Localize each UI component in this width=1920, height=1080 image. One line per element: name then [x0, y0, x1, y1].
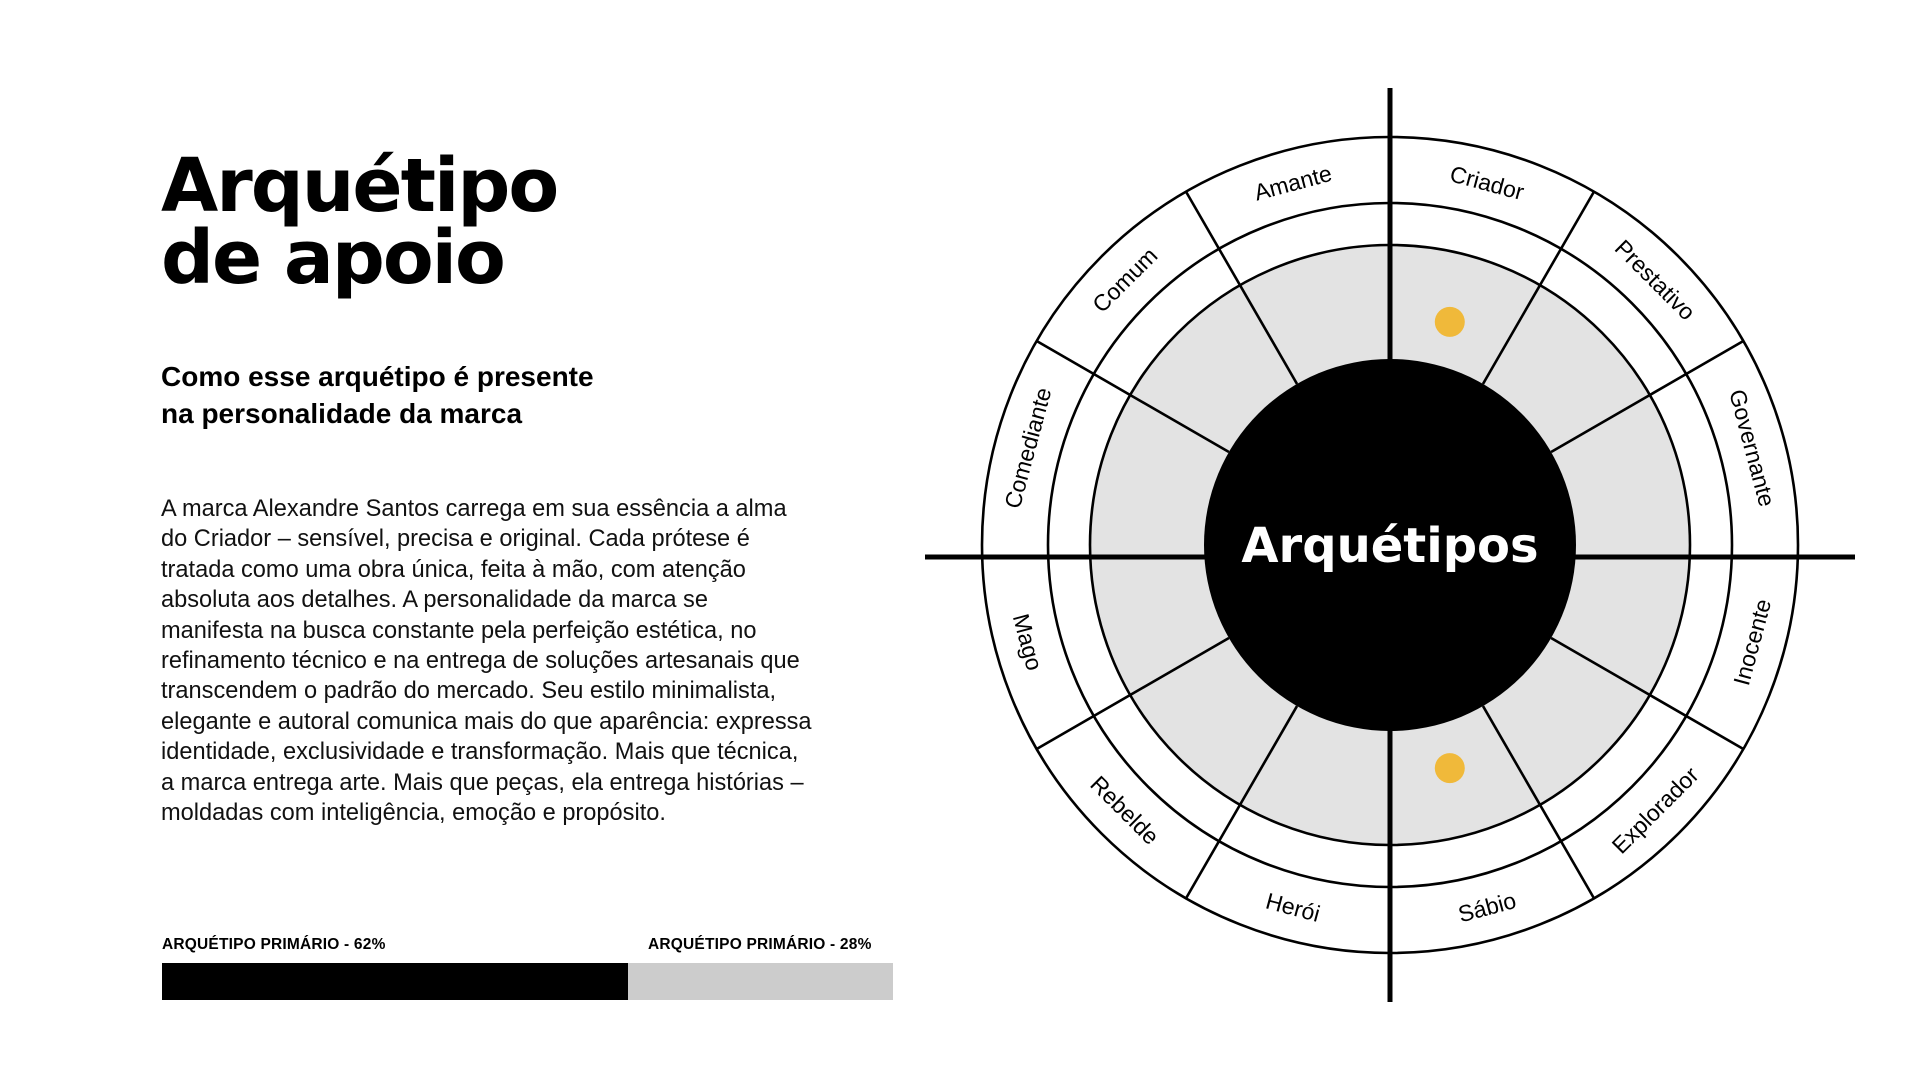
description-line: manifesta na busca constante pela perfeição estética, no: [161, 617, 757, 644]
description-line: absoluta aos detalhes. A personalidade da marca se: [161, 587, 708, 614]
archetype-label: Mago: [1007, 610, 1048, 674]
archetype-label: Amante: [1251, 159, 1335, 206]
title-line-2: de apoio: [161, 215, 504, 301]
description-line: transcendem o padrão do mercado. Seu estilo minimalista,: [161, 678, 777, 705]
primary-archetype-label: ARQUÉTIPO PRIMÁRIO - 62%: [162, 936, 386, 953]
archetype-label: Herói: [1263, 887, 1323, 927]
archetype-label: Prestativo: [1609, 234, 1701, 326]
description-line: refinamento técnico e na entrega de soluções artesanais que: [161, 648, 800, 675]
archetype-proportion-bar: [162, 963, 893, 1000]
description-line: tratada como uma obra única, feita à mão, com atenção: [161, 556, 746, 583]
page-title: [161, 143, 558, 301]
description-paragraph: [161, 494, 881, 828]
subtitle-line-2: na personalidade da marca: [161, 398, 523, 429]
subtitle-line-1: Como esse arquétipo é presente: [161, 361, 594, 392]
archetype-label: Criador: [1447, 160, 1527, 206]
archetype-label: Sábio: [1455, 887, 1519, 928]
primary-archetype-fill: [162, 963, 628, 1000]
description-line: do Criador – sensível, precisa e original. Cada prótese é: [161, 526, 750, 553]
secondary-archetype-label: ARQUÉTIPO PRIMÁRIO - 28%: [648, 936, 872, 953]
description-line: moldadas com inteligência, emoção e propósito.: [161, 800, 666, 827]
archetype-label: Rebelde: [1085, 770, 1165, 850]
archetype-wheel: [925, 80, 1855, 1010]
description-line: A marca Alexandre Santos carrega em sua essência a alma: [161, 496, 787, 522]
archetype-label: Explorador: [1606, 761, 1704, 859]
description-line: a marca entrega arte. Mais que peças, ela entrega histórias –: [161, 769, 804, 796]
page-subtitle: [161, 358, 594, 432]
title-line-1: Arquétipo: [161, 143, 558, 229]
description-line: elegante e autoral comunica mais do que aparência: expressa: [161, 708, 812, 735]
highlight-dot: [1435, 753, 1465, 783]
archetype-label: Governante: [1724, 386, 1781, 510]
archetype-label: Inocente: [1728, 596, 1777, 689]
highlight-dot: [1435, 307, 1465, 337]
description-line: identidade, exclusividade e transformação. Mais que técnica,: [161, 739, 799, 766]
archetype-label: Comediante: [999, 384, 1057, 512]
wheel-center-label: Arquétipos: [1241, 518, 1539, 574]
archetype-label: Comum: [1087, 242, 1163, 318]
